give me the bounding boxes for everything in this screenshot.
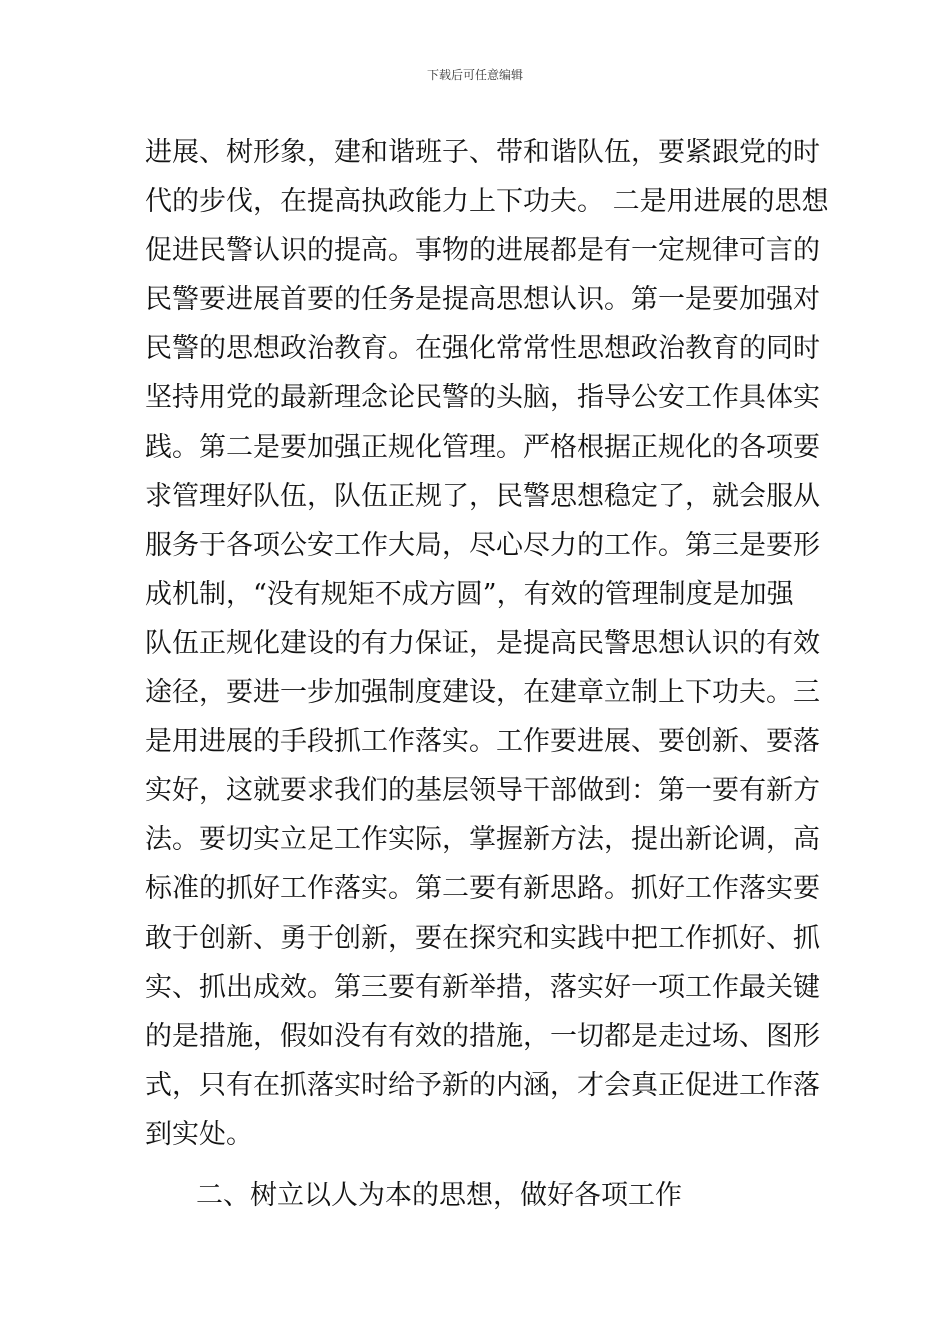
paragraph-line: 法。要切实立足工作实际，掌握新方法，提出新论调，高 bbox=[145, 824, 820, 856]
paragraph-line: 标准的抓好工作落实。第二要有新思路。抓好工作落实要 bbox=[145, 873, 820, 905]
paragraph-line: 民警的思想政治教育。在强化常常性思想政治教育的同时 bbox=[145, 333, 820, 365]
paragraph-line: 进展、树形象，建和谐班子、带和谐队伍，要紧跟党的时 bbox=[145, 137, 820, 168]
paragraph-line: 实好，这就要求我们的基层领导干部做到：第一要有新方 bbox=[145, 775, 820, 807]
paragraph-line: 民警要进展首要的任务是提高思想认识。第一是要加强对 bbox=[145, 284, 820, 316]
paragraph-line: 坚持用党的最新理念论民警的头脑，指导公安工作具体实 bbox=[145, 382, 820, 414]
paragraph-line: 求管理好队伍，队伍正规了，民警思想稳定了，就会服从 bbox=[145, 480, 820, 512]
paragraph-line: 促进民警认识的提高。事物的进展都是有一定规律可言的 bbox=[145, 235, 820, 267]
paragraph-line: 实、抓出成效。第三要有新举措，落实好一项工作最关键 bbox=[145, 971, 820, 1003]
paragraph-line: 队伍正规化建设的有力保证，是提高民警思想认识的有效 bbox=[145, 627, 820, 659]
paragraph-line: 的是措施，假如没有有效的措施，一切都是走过场、图形 bbox=[145, 1020, 820, 1052]
paragraph-line: 代的步伐，在提高执政能力上下功夫。 二是用进展的思想 bbox=[145, 186, 829, 218]
paragraph-line: 服务于各项公安工作大局，尽心尽力的工作。第三是要形 bbox=[145, 529, 820, 561]
section-heading: 二、树立以人为本的思想，做好各项工作 bbox=[196, 1180, 682, 1211]
paragraph-line: 践。第二是要加强正规化管理。严格根据正规化的各项要 bbox=[145, 431, 820, 463]
paragraph-line: 是用进展的手段抓工作落实。工作要进展、要创新、要落 bbox=[145, 726, 820, 758]
body-paragraph bbox=[145, 128, 829, 1159]
paragraph-line: 途径，要进一步加强制度建设，在建章立制上下功夫。三 bbox=[145, 677, 820, 709]
paragraph-line: 到实处。 bbox=[145, 1118, 253, 1150]
paragraph-line: 敢于创新、勇于创新，要在探究和实践中把工作抓好、抓 bbox=[145, 922, 820, 954]
page-header: 下载后可任意编辑 bbox=[426, 68, 523, 82]
paragraph-line: 式，只有在抓落实时给予新的内涵，才会真正促进工作落 bbox=[145, 1069, 820, 1101]
paragraph-line: 成机制，“没有规矩不成方圆”，有效的管理制度是加强 bbox=[145, 578, 794, 610]
